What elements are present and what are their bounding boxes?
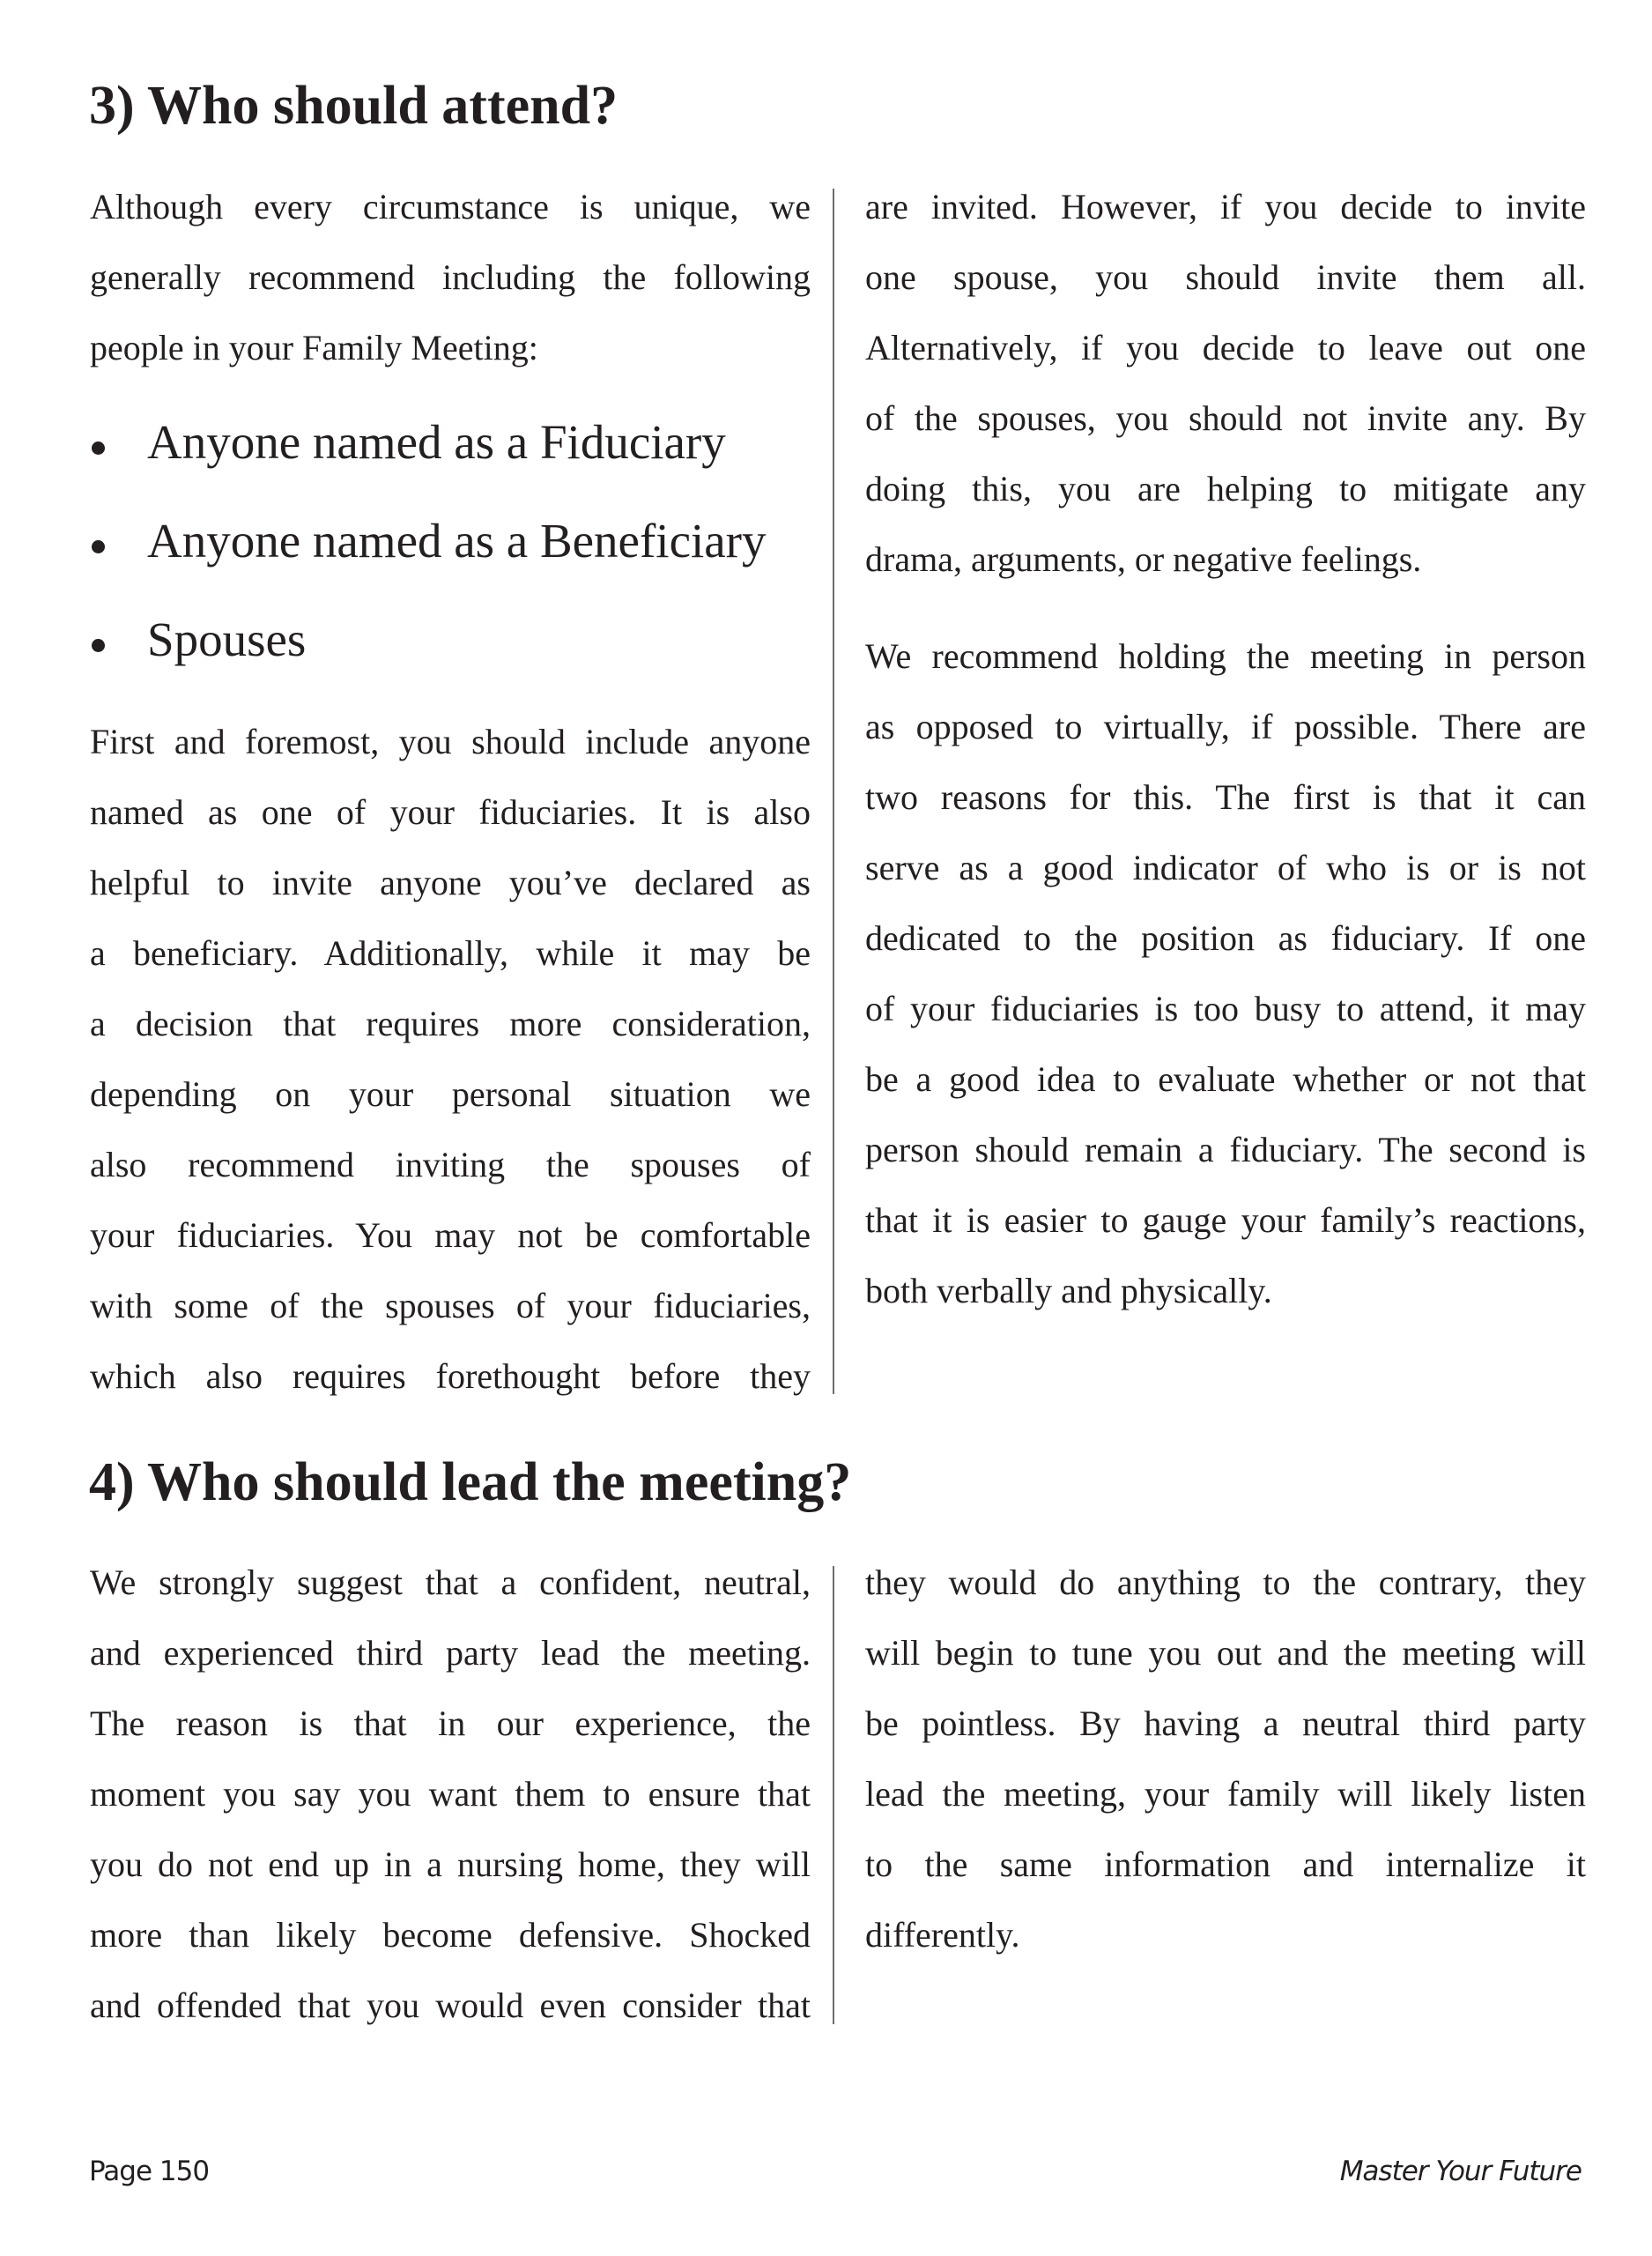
body-line: named as one of your fiduciaries. It is also — [90, 792, 811, 832]
body-line: to the same information and internalize it — [865, 1844, 1586, 1884]
column-divider — [833, 1566, 834, 2024]
section-3-heading: 3) Who should attend? — [89, 76, 619, 136]
body-line: are invited. However, if you decide to invite — [865, 187, 1586, 226]
body-line: one spouse, you should invite them all. — [865, 257, 1586, 297]
body-line: dedicated to the position as fiduciary. If one — [865, 918, 1586, 958]
body-line: your fiduciaries. You may not be comfortable — [90, 1215, 811, 1255]
body-line: and offended that you would even consider that — [90, 1985, 811, 2025]
section-4-heading: 4) Who should lead the meeting? — [89, 1452, 852, 1512]
bullet-icon — [92, 442, 105, 455]
bullet-icon — [92, 639, 105, 652]
body-line: generally recommend including the following — [90, 257, 811, 297]
body-line: Alternatively, if you decide to leave out one — [865, 328, 1586, 367]
body-line: two reasons for this. The first is that it can — [865, 777, 1586, 817]
bullet-text: Spouses — [147, 612, 307, 666]
body-line: helpful to invite anyone you’ve declared as — [90, 863, 811, 902]
bullet-icon — [92, 540, 105, 553]
body-line: a decision that requires more consideration, — [90, 1004, 811, 1043]
body-line: depending on your personal situation we — [90, 1074, 811, 1114]
body-line: serve as a good indicator of who is or is not — [865, 848, 1586, 887]
body-line: you do not end up in a nursing home, they will — [90, 1844, 811, 1884]
body-line: of the spouses, you should not invite any. By — [865, 398, 1586, 438]
body-line: both verbally and physically. — [865, 1271, 1272, 1310]
body-line: more than likely become defensive. Shocked — [90, 1915, 811, 1955]
body-line: lead the meeting, your family will likely listen — [865, 1774, 1586, 1814]
column-divider — [833, 189, 834, 1394]
body-line: which also requires forethought before they — [90, 1356, 811, 1396]
body-line: of your fiduciaries is too busy to attend, it may — [865, 989, 1586, 1028]
body-line: and experienced third party lead the meeting. — [90, 1633, 811, 1673]
body-line: The reason is that in our experience, the — [90, 1703, 811, 1743]
bullet-text: Anyone named as a Fiduciary — [147, 415, 726, 469]
body-line: people in your Family Meeting: — [90, 328, 538, 367]
body-line: differently. — [865, 1915, 1020, 1955]
body-line: a beneficiary. Additionally, while it may be — [90, 933, 811, 973]
book-title-footer: Master Your Future — [1339, 2156, 1582, 2187]
body-line: moment you say you want them to ensure that — [90, 1774, 811, 1814]
body-line: We recommend holding the meeting in person — [865, 636, 1586, 676]
body-line: Although every circumstance is unique, we — [90, 187, 811, 226]
page-number: Page 150 — [89, 2156, 210, 2187]
body-line: also recommend inviting the spouses of — [90, 1145, 811, 1184]
body-line: drama, arguments, or negative feelings. — [865, 539, 1422, 579]
bullet-text: Anyone named as a Beneficiary — [147, 514, 767, 568]
body-line: as opposed to virtually, if possible. There are — [865, 707, 1586, 746]
body-line: doing this, you are helping to mitigate any — [865, 469, 1586, 508]
body-line: be pointless. By having a neutral third party — [865, 1703, 1586, 1743]
body-line: will begin to tune you out and the meeting will — [865, 1633, 1586, 1673]
body-line: be a good idea to evaluate whether or not that — [865, 1059, 1586, 1099]
body-line: with some of the spouses of your fiduciaries, — [90, 1286, 811, 1325]
body-line: We strongly suggest that a confident, neutral, — [90, 1562, 811, 1602]
body-line: that it is easier to gauge your family’s reactions, — [865, 1200, 1586, 1240]
body-line: they would do anything to the contrary, they — [865, 1562, 1586, 1602]
body-line: First and foremost, you should include anyone — [90, 722, 811, 761]
body-line: person should remain a fiduciary. The second is — [865, 1130, 1586, 1169]
